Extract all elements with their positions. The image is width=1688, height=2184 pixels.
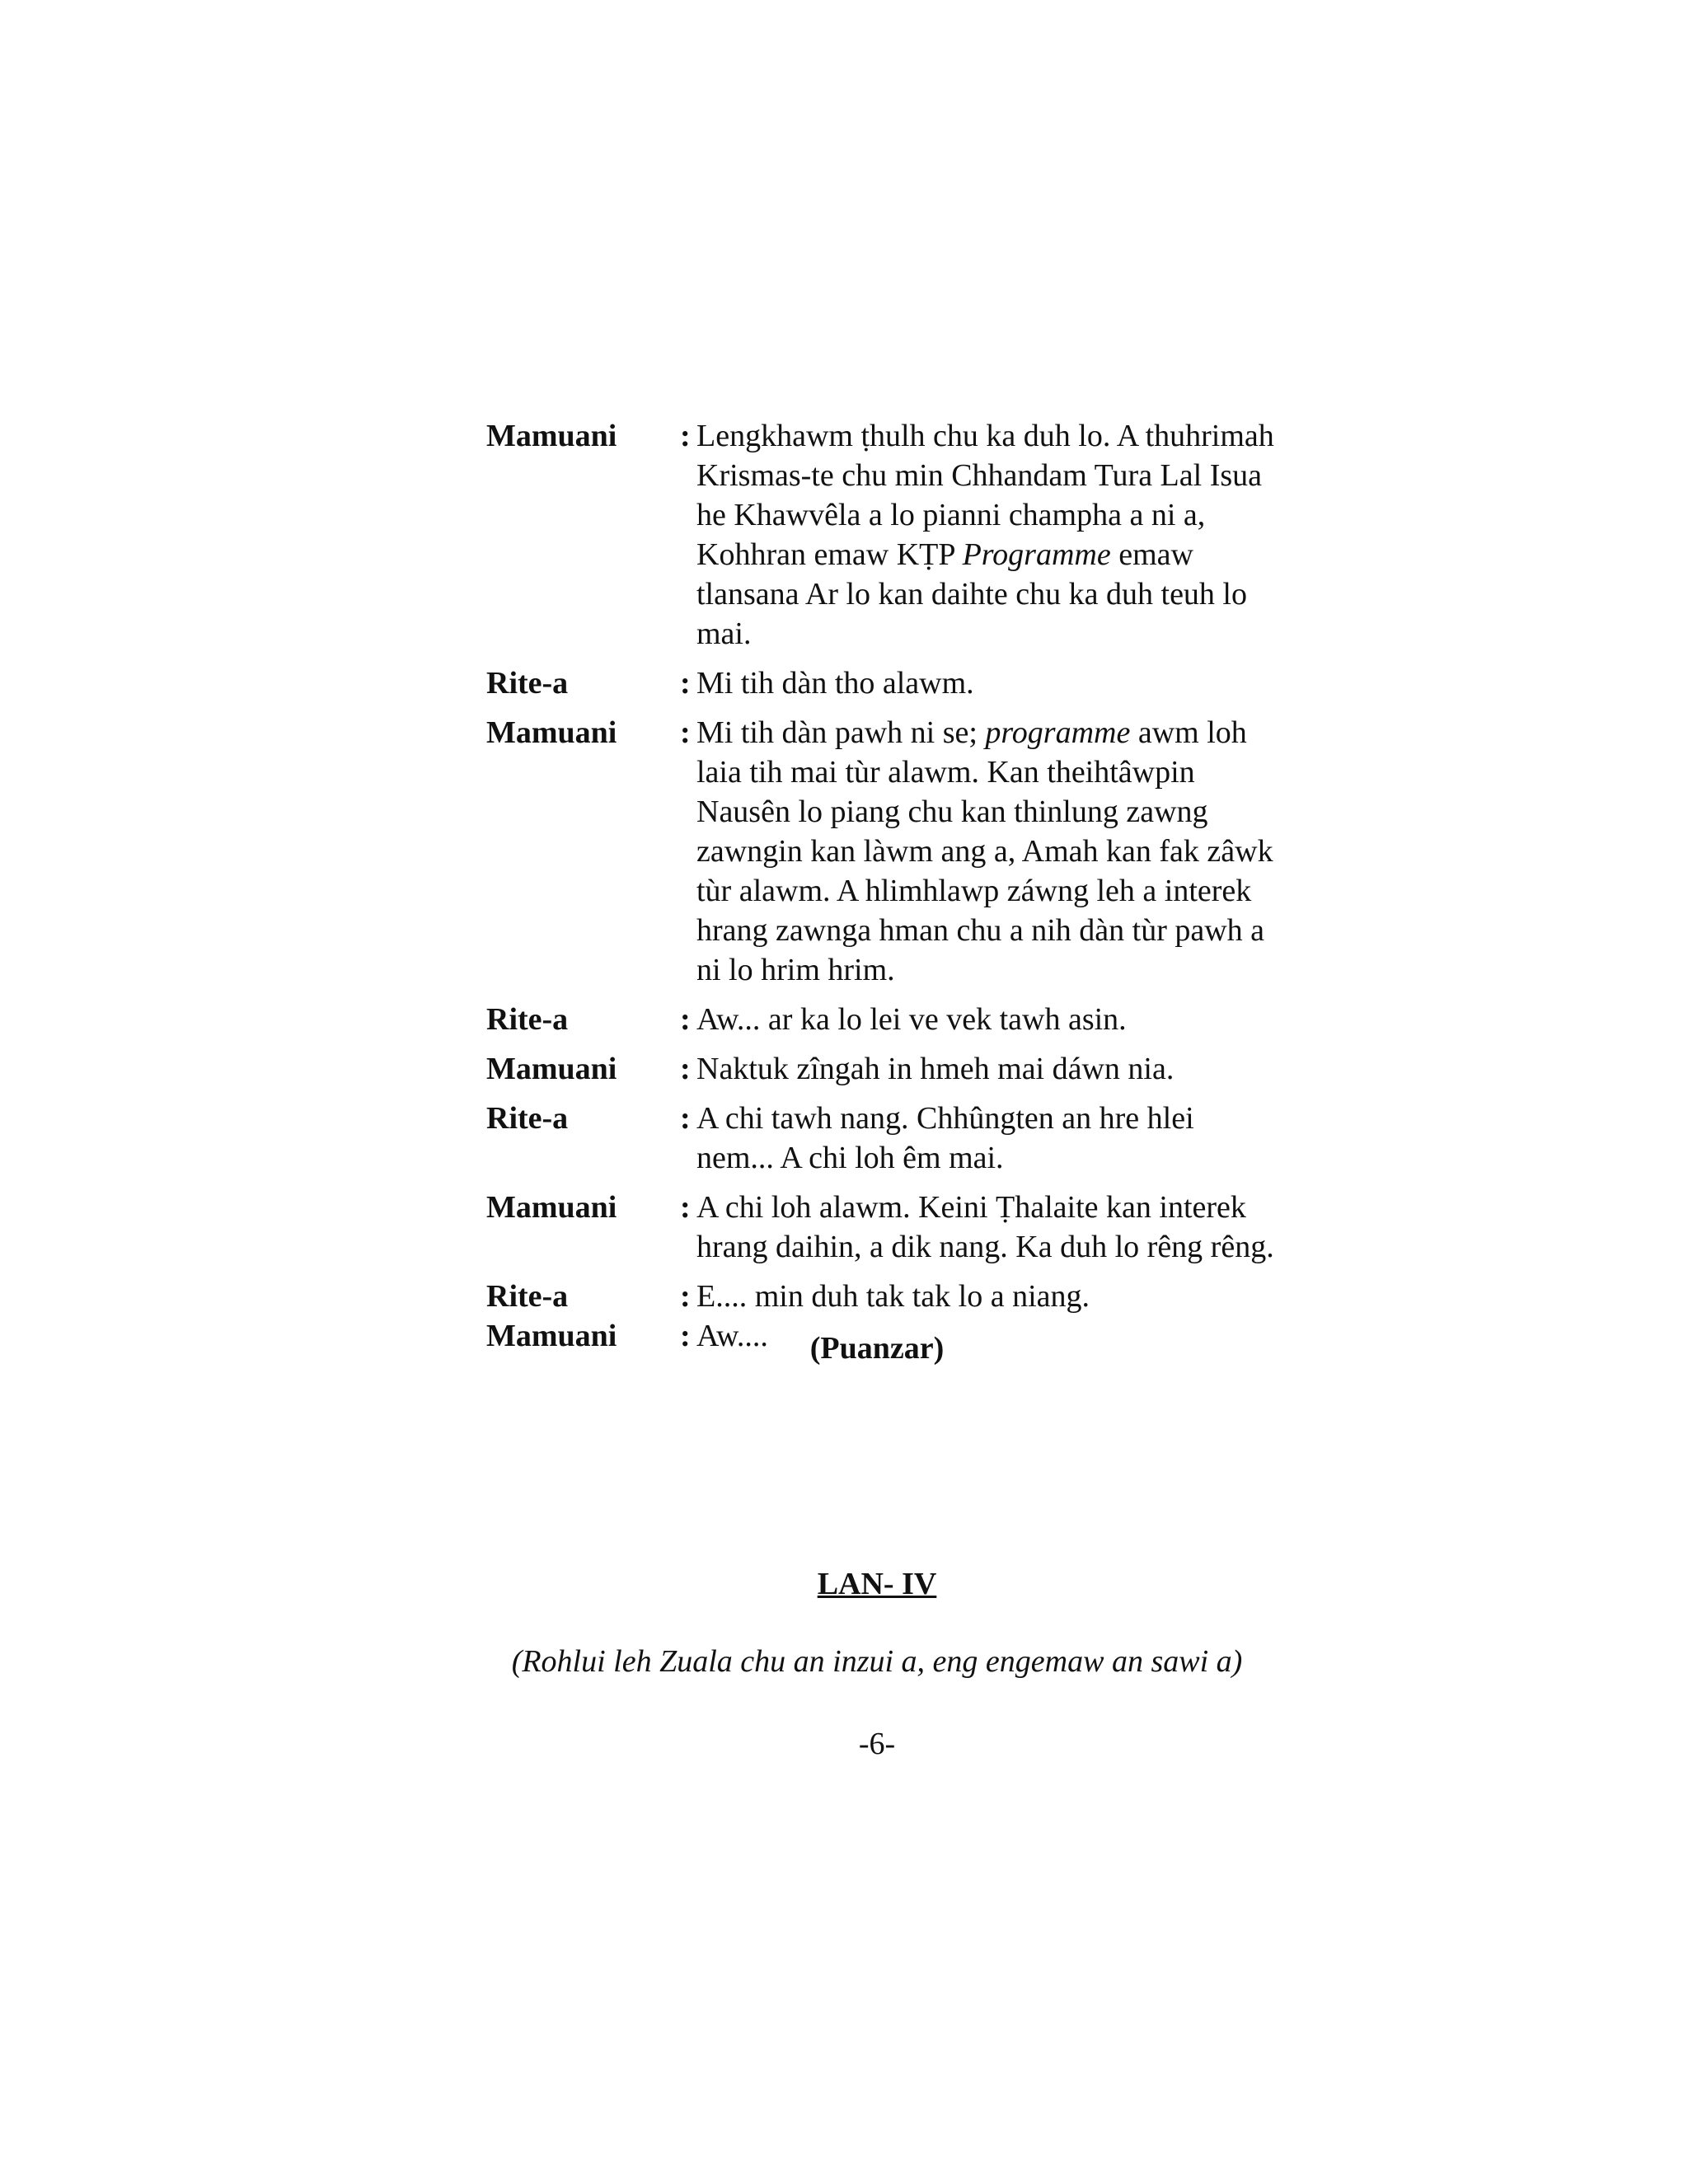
- speech-text: Naktuk zîngah in hmeh mai dáwn nia.: [696, 1052, 1175, 1086]
- speech-text-segment: emaw tlansana Ar lo kan daihte chu ka duh teuh lo mai.: [696, 537, 1247, 651]
- dialogue-block: [486, 416, 1278, 1366]
- speaker-name: Mamuani: [486, 1052, 617, 1086]
- speech-line: [680, 713, 1278, 990]
- speech-text: A chi loh alawm. Keini Ṭhalaite kan interek hrang daihin, a dik nang. Ka duh lo rêng rêng.: [696, 1190, 1274, 1264]
- speech-line: [680, 1099, 1278, 1178]
- speech-line: [680, 1049, 1278, 1089]
- speaker-name: Mamuani: [486, 1190, 617, 1225]
- speech-text-italic: Programme: [962, 537, 1111, 572]
- speech-colon: :: [680, 419, 691, 453]
- speech-colon: :: [680, 666, 691, 701]
- stage-direction: (Rohlui leh Zuala chu an inzui a, eng engemaw an sawi a): [511, 1644, 1243, 1679]
- speech-text-segment: Mi tih dàn pawh ni se;: [696, 715, 986, 750]
- speech-line: [680, 1277, 1278, 1316]
- speech-text-italic: programme: [985, 715, 1131, 750]
- speaker-name: Rite-a: [486, 1002, 569, 1037]
- speech-text: Aw... ar ka lo lei ve vek tawh asin.: [696, 1002, 1127, 1037]
- speaker-name: Mamuani: [486, 1319, 617, 1353]
- speech-text-segment: awm loh laia tih mai tùr alawm. Kan theihtâwpin Nausên lo piang chu kan thinlung zawng zawngin kan làwm ang a, Amah kan fak zâwk tùr alawm. A hlimhlawp záwng leh a interek hrang zawnga hman chu a nih dàn tùr pawh a ni lo hrim hrim.: [696, 715, 1273, 987]
- speech-colon: :: [680, 1279, 691, 1314]
- speech-line: [680, 416, 1278, 654]
- speaker-name: Mamuani: [486, 715, 617, 750]
- dialogue-turn: [486, 1188, 1278, 1267]
- dialogue-turn: [486, 663, 1278, 703]
- speech-text-segment: Lengkhawm ṭhulh chu ka duh lo. A thuhrimah Krismas-te chu min Chhandam Tura Lal Isua he Khawvêla a lo pianni champha a ni a, Kohhran emaw KṬP: [696, 419, 1274, 572]
- dialogue-turn: [486, 1277, 1278, 1316]
- scene-heading: LAN- IV: [817, 1567, 937, 1601]
- speech-colon: :: [680, 1052, 691, 1086]
- speaker-name: Rite-a: [486, 1101, 569, 1136]
- speech-colon: :: [680, 1002, 691, 1037]
- dialogue-turn: [486, 1099, 1278, 1178]
- speech-text: Aw....: [696, 1319, 768, 1353]
- speaker-name: Mamuani: [486, 419, 617, 453]
- exit-direction: (Puanzar): [809, 1331, 945, 1366]
- dialogue-turn: [486, 1049, 1278, 1089]
- speech-colon: :: [680, 1101, 691, 1136]
- speech-line: [680, 1188, 1278, 1267]
- speech-line: [680, 663, 1278, 703]
- speech-text: A chi tawh nang. Chhûngten an hre hlei nem... A chi loh êm mai.: [696, 1101, 1194, 1175]
- dialogue-turn: [486, 1000, 1278, 1039]
- page-number: -6-: [858, 1727, 896, 1761]
- dialogue-turn: [486, 416, 1278, 654]
- dialogue-turn: [486, 713, 1278, 990]
- speech-text: [696, 713, 1278, 990]
- speech-colon: :: [680, 1190, 691, 1225]
- speech-colon: :: [680, 1319, 691, 1353]
- speech-text: E.... min duh tak tak lo a niang.: [696, 1279, 1090, 1314]
- speaker-name: Rite-a: [486, 1279, 569, 1314]
- speech-text: Mi tih dàn tho alawm.: [696, 666, 974, 701]
- speech-text: [696, 416, 1278, 654]
- speaker-name: Rite-a: [486, 666, 569, 701]
- speech-colon: :: [680, 715, 691, 750]
- speech-line: [680, 1000, 1278, 1039]
